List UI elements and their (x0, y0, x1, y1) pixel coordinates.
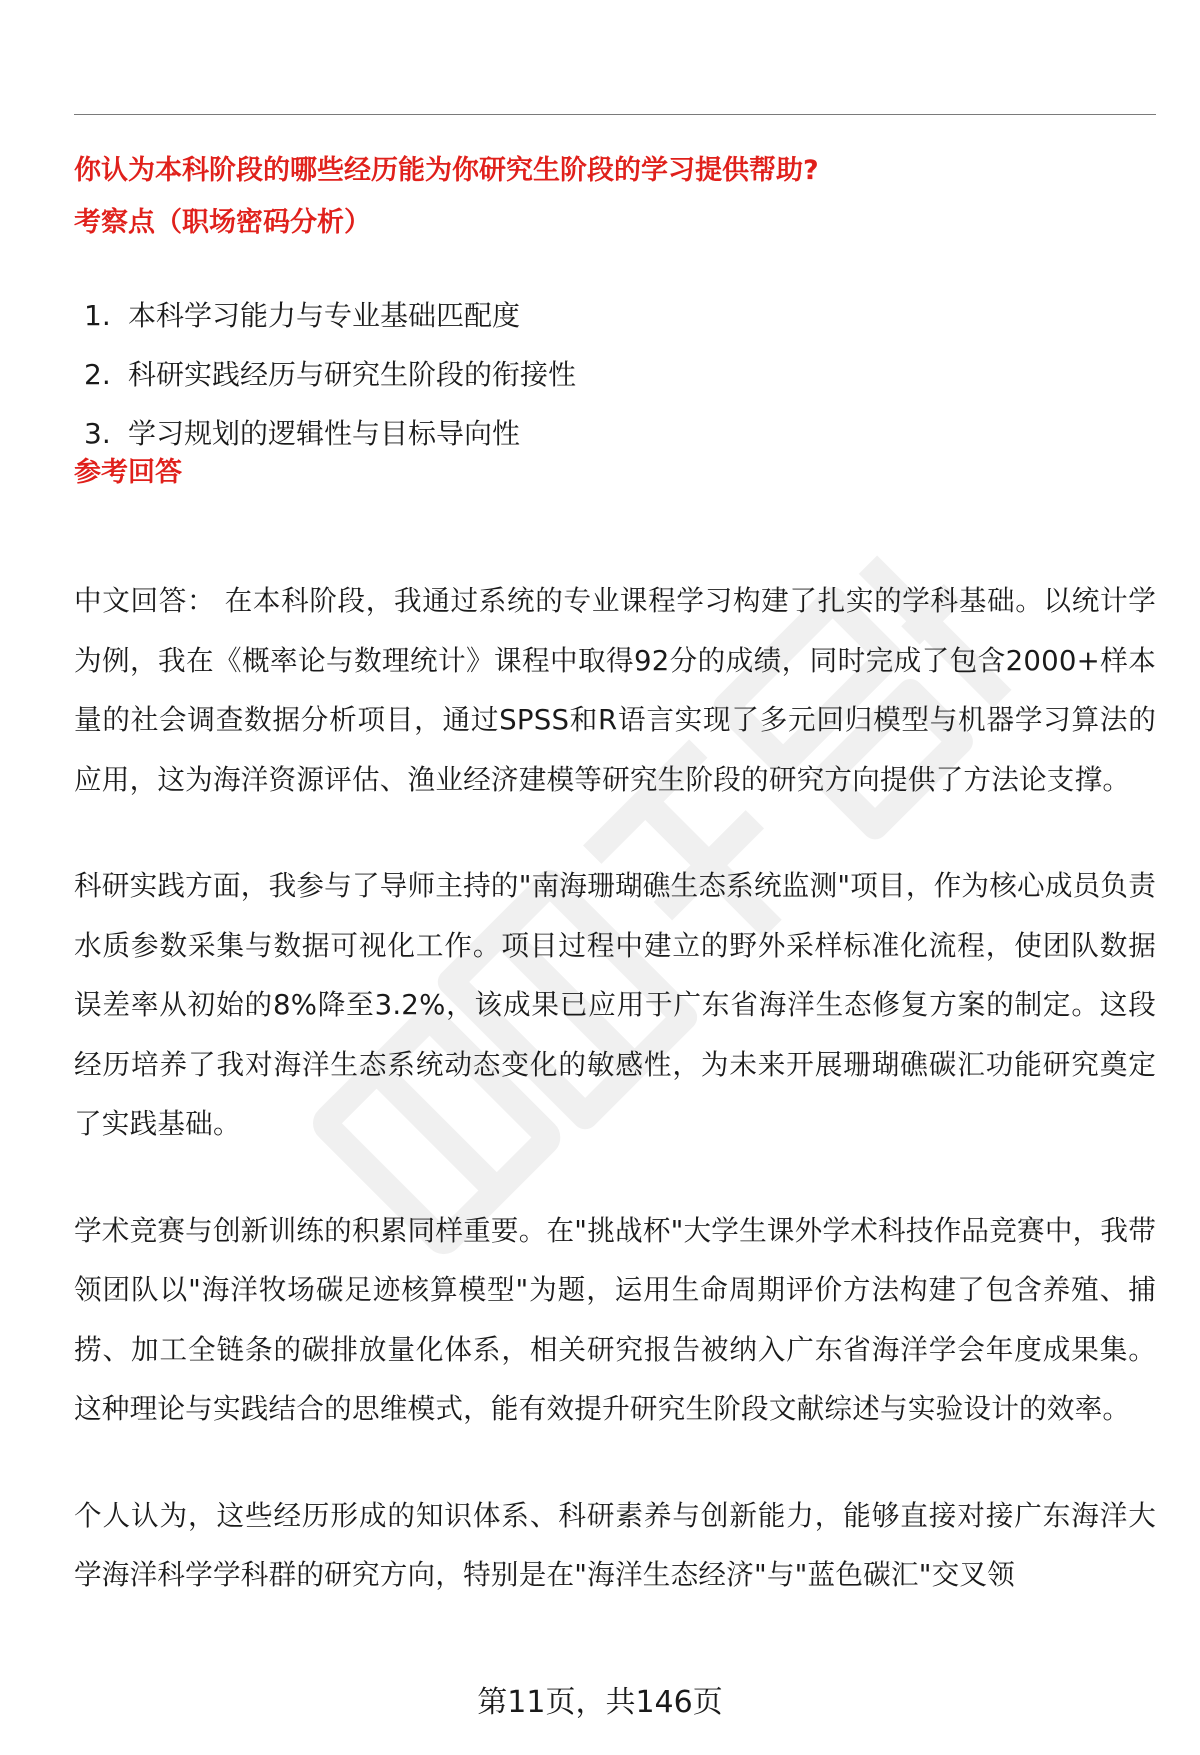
answer-body (74, 571, 1156, 1652)
list-item (74, 296, 576, 355)
question-title: 你认为本科阶段的哪些经历能为你研究生阶段的学习提供帮助? (74, 155, 819, 186)
focus-heading: 考察点（职场密码分析） (74, 207, 371, 238)
list-number: 3. (84, 417, 111, 450)
list-number: 2. (84, 358, 111, 391)
list-number: 1. (84, 299, 111, 332)
document-page (74, 0, 1156, 1755)
answer-paragraph: 学术竞赛与创新训练的积累同样重要。在"挑战杯"大学生课外学术科技作品竞赛中，我带领团队以"海洋牧场碳足迹核算模型"为题，运用生命周期评价方法构建了包含养殖、捕捞、加工全链条的碳排放量化体系，相关研究报告被纳入广东省海洋学会年度成果集。这种理论与实践结合的思维模式，能有效提升研究生阶段文献综述与实验设计的效率。 (74, 1213, 1156, 1425)
list-text: 本科学习能力与专业基础匹配度 (128, 299, 521, 332)
answer-paragraph: 科研实践方面，我参与了导师主持的"南海珊瑚礁生态系统监测"项目，作为核心成员负责水质参数采集与数据可视化工作。项目过程中建立的野外采样标准化流程，使团队数据误差率从初始的8%降至3.2%，该成果已应用于广东省海洋生态修复方案的制定。这段经历培养了我对海洋生态系统动态变化的敏感性，为未来开展珊瑚礁碳汇功能研究奠定了实践基础。 (74, 869, 1156, 1140)
header-rule (74, 114, 1156, 115)
answer-paragraph: 中文回答： 在本科阶段，我通过系统的专业课程学习构建了扎实的学科基础。以统计学为例，我在《概率论与数理统计》课程中取得92分的成绩，同时完成了包含2000+样本量的社会调查数据分析项目，通过SPSS和R语言实现了多元回归模型与机器学习算法的应用，这为海洋资源评估、渔业经济建模等研究生阶段的研究方向提供了方法论支撑。 (74, 584, 1156, 796)
list-text: 学习规划的逻辑性与目标导向性 (128, 417, 521, 450)
focus-points-list (74, 296, 576, 473)
answer-heading: 参考回答 (74, 457, 182, 488)
answer-paragraph: 个人认为，这些经历形成的知识体系、科研素养与创新能力，能够直接对接广东海洋大学海洋科学学科群的研究方向，特别是在"海洋生态经济"与"蓝色碳汇"交叉领 (74, 1498, 1156, 1591)
list-item (74, 355, 576, 414)
list-text: 科研实践经历与研究生阶段的衔接性 (128, 358, 577, 391)
page-number-footer: 第11页，共146页 (477, 1685, 723, 1720)
